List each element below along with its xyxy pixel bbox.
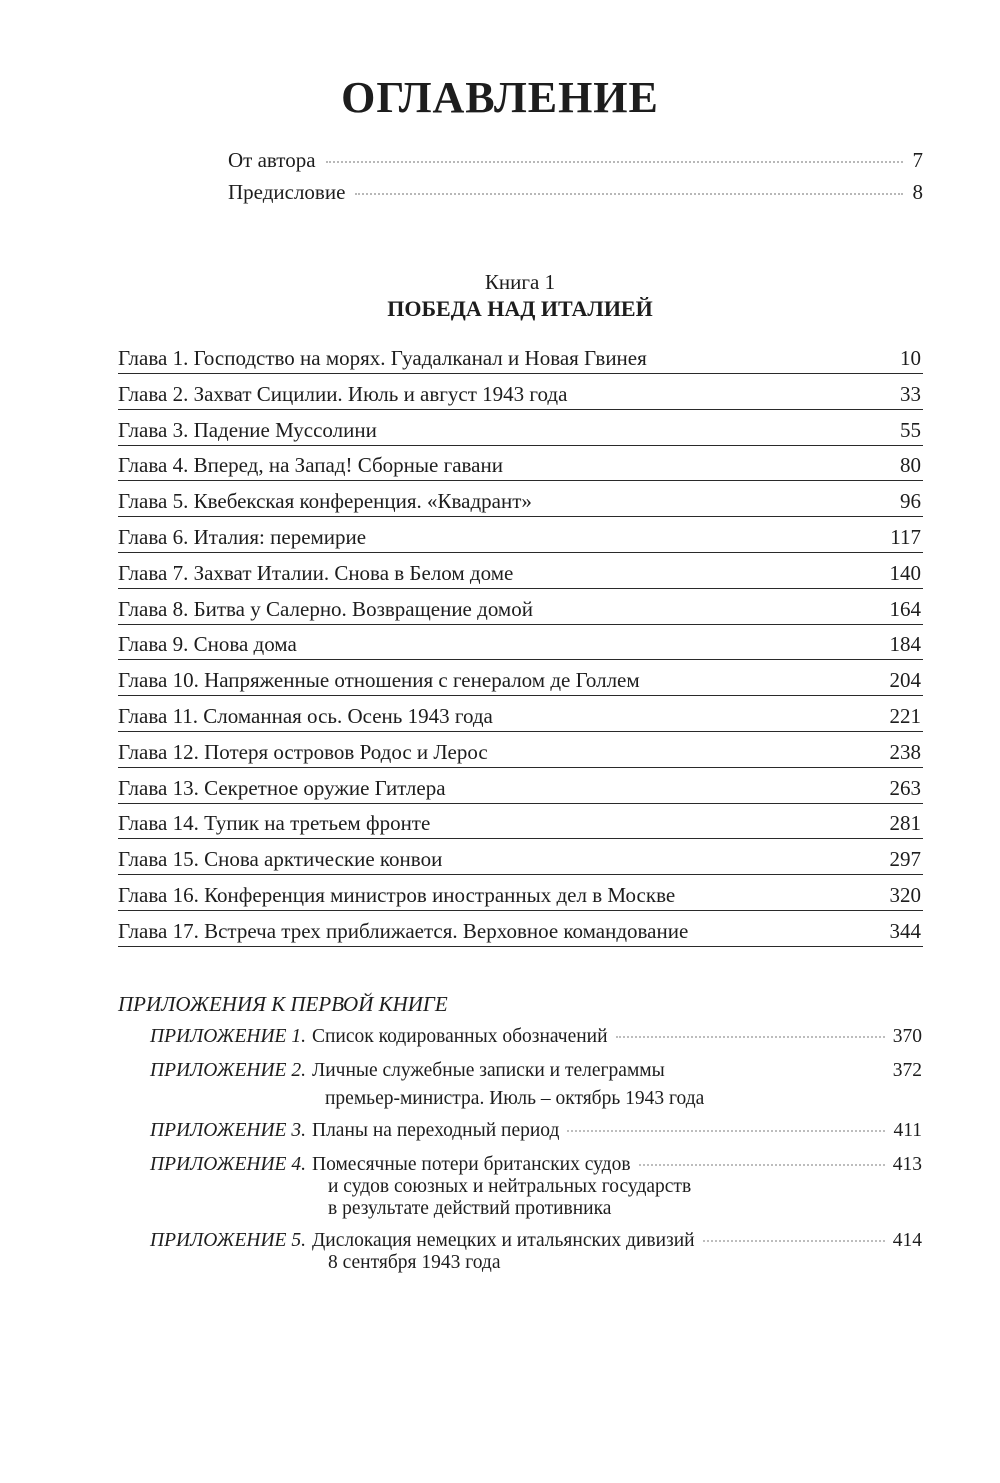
appendix-entry-4[interactable] <box>150 1154 922 1220</box>
appendix-title: Дислокация немецких и итальянских дивизий <box>311 1230 695 1251</box>
dot-leader <box>703 1240 885 1242</box>
toc-entry-preface[interactable] <box>228 180 923 210</box>
chapter-title: Глава 4. Вперед, на Запад! Сборные гавани <box>118 453 503 478</box>
chapter-row[interactable] <box>118 626 923 660</box>
chapter-page: 204 <box>889 668 921 693</box>
chapter-title: Глава 13. Секретное оружие Гитлера <box>118 775 446 800</box>
entry-title: От автора <box>228 148 316 172</box>
chapter-page: 238 <box>889 739 921 764</box>
dot-leader <box>567 1130 885 1132</box>
appendix-page: 411 <box>893 1120 922 1141</box>
chapter-page: 344 <box>889 918 921 943</box>
chapter-title: Глава 8. Битва у Салерно. Возвращение домой <box>118 596 533 621</box>
entry-title: Предисловие <box>228 180 346 204</box>
appendix-title-continued: и судов союзных и нейтральных государств <box>328 1176 692 1197</box>
book-title: ПОБЕДА НАД ИТАЛИЕЙ <box>387 296 653 321</box>
chapter-row[interactable] <box>118 841 923 875</box>
chapter-row[interactable] <box>118 913 923 947</box>
entry-page: 8 <box>912 180 923 204</box>
chapter-title: Глава 7. Захват Италии. Снова в Белом доме <box>118 560 514 585</box>
appendix-label: ПРИЛОЖЕНИЕ 1. <box>150 1026 306 1047</box>
appendix-page: 372 <box>892 1060 922 1081</box>
chapter-row[interactable] <box>118 698 923 732</box>
chapter-row[interactable] <box>118 770 923 804</box>
chapter-page: 80 <box>900 453 921 478</box>
chapter-title: Глава 15. Снова арктические конвои <box>118 847 443 872</box>
chapter-title: Глава 3. Падение Муссолини <box>118 417 377 442</box>
chapter-title: Глава 6. Италия: перемирие <box>118 524 367 549</box>
appendix-page: 413 <box>892 1154 922 1175</box>
appendix-title: Личные служебные записки и телеграммы <box>311 1060 665 1081</box>
appendix-page: 370 <box>892 1026 922 1047</box>
chapter-page: 221 <box>889 703 921 728</box>
entry-page: 7 <box>912 148 923 172</box>
chapter-page: 297 <box>889 847 921 872</box>
chapter-list <box>118 340 923 949</box>
chapter-row[interactable] <box>118 662 923 696</box>
appendix-entry-1[interactable] <box>150 1026 922 1048</box>
chapter-title: Глава 16. Конференция министров иностранных дел в Москве <box>118 882 676 907</box>
appendix-title: Планы на переходный период <box>311 1120 560 1141</box>
chapter-page: 10 <box>900 346 921 370</box>
chapter-row[interactable] <box>118 340 923 374</box>
appendix-entry-3[interactable] <box>150 1120 922 1142</box>
chapter-title: Глава 2. Захват Сицилии. Июль и август 1943 года <box>118 381 568 406</box>
chapter-row[interactable] <box>118 805 923 839</box>
appendix-label: ПРИЛОЖЕНИЕ 2. <box>150 1060 306 1081</box>
chapter-page: 55 <box>900 417 921 442</box>
chapter-page: 184 <box>889 632 921 657</box>
page-title: ОГЛАВЛЕНИЕ <box>341 73 659 122</box>
appendix-title-continued: премьер-министра. Июль – октябрь 1943 года <box>325 1088 705 1109</box>
appendix-label: ПРИЛОЖЕНИЕ 5. <box>150 1230 306 1251</box>
chapter-row[interactable] <box>118 591 923 625</box>
chapter-page: 117 <box>890 524 921 549</box>
appendix-entry-5[interactable] <box>150 1230 922 1274</box>
chapter-title: Глава 5. Квебекская конференция. «Квадрант» <box>118 489 532 514</box>
dot-leader <box>326 161 903 163</box>
chapter-page: 164 <box>889 596 921 621</box>
chapter-page: 33 <box>900 381 921 406</box>
appendix-label: ПРИЛОЖЕНИЕ 3. <box>150 1120 306 1141</box>
chapter-row[interactable] <box>118 734 923 768</box>
chapter-page: 96 <box>900 489 921 514</box>
appendices-heading: ПРИЛОЖЕНИЯ К ПЕРВОЙ КНИГЕ <box>118 992 448 1016</box>
chapter-title: Глава 12. Потеря островов Родос и Лерос <box>118 739 488 764</box>
chapter-title: Глава 14. Тупик на третьем фронте <box>118 811 431 836</box>
chapter-row[interactable] <box>118 412 923 446</box>
chapter-row[interactable] <box>118 555 923 589</box>
chapter-page: 281 <box>889 811 921 836</box>
appendix-title: Список кодированных обозначений <box>311 1026 608 1047</box>
appendix-title-continued: в результате действий противника <box>328 1198 612 1219</box>
appendix-entry-2[interactable] <box>150 1060 922 1110</box>
appendix-title: Помесячные потери британских судов <box>311 1154 631 1175</box>
appendix-title-continued: 8 сентября 1943 года <box>328 1252 501 1273</box>
appendix-label: ПРИЛОЖЕНИЕ 4. <box>150 1154 306 1175</box>
chapter-row[interactable] <box>118 519 923 553</box>
chapter-title: Глава 17. Встреча трех приближается. Верховное командование <box>118 918 689 943</box>
chapter-title: Глава 9. Снова дома <box>118 632 297 657</box>
chapter-row[interactable] <box>118 447 923 481</box>
chapter-row[interactable] <box>118 877 923 911</box>
toc-entry-from-author[interactable] <box>228 148 923 178</box>
dot-leader <box>355 193 902 195</box>
chapter-title: Глава 1. Господство на морях. Гуадалканал и Новая Гвинея <box>118 346 647 370</box>
chapter-page: 320 <box>889 882 921 907</box>
dot-leader <box>616 1036 885 1038</box>
dot-leader <box>639 1164 885 1166</box>
chapter-row[interactable] <box>118 376 923 410</box>
book-number: Книга 1 <box>484 270 556 294</box>
chapter-title: Глава 11. Сломанная ось. Осень 1943 года <box>118 703 493 728</box>
appendix-page: 414 <box>892 1230 922 1251</box>
chapter-row[interactable] <box>118 483 923 517</box>
chapter-title: Глава 10. Напряженные отношения с генералом де Голлем <box>118 668 640 693</box>
chapter-page: 263 <box>889 775 921 800</box>
chapter-page: 140 <box>889 560 921 585</box>
